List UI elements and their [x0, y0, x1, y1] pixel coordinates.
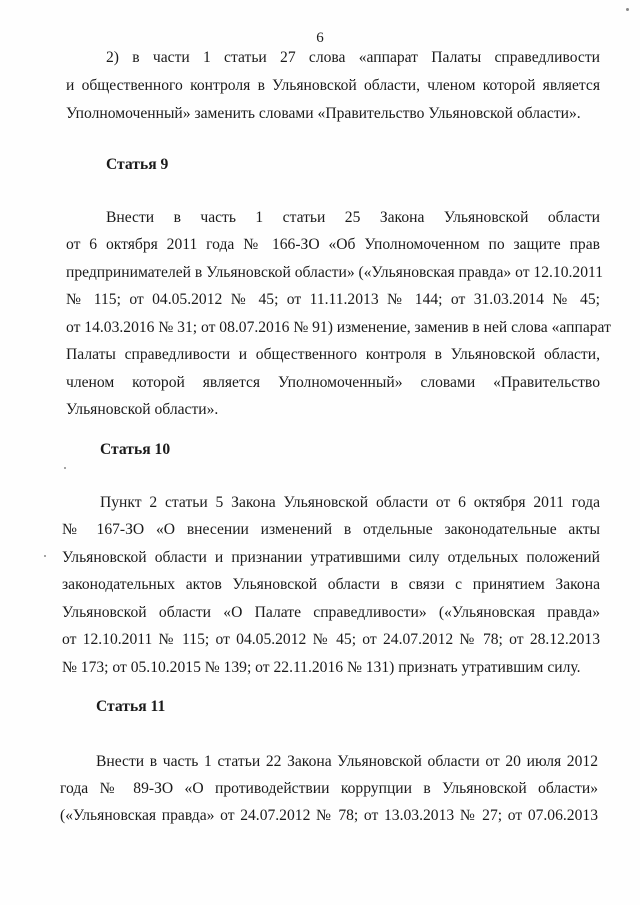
item2-line-1: 2) в части 1 статьи 27 слова «аппарат Палаты справедливости	[106, 49, 600, 66]
article-9-line-2: от 6 октября 2011 года № 166-ЗО «Об Уполномоченном по защите прав	[66, 236, 600, 253]
article-9-line-3: предпринимателей в Ульяновской области» («Ульяновская правда» от 12.10.2011	[66, 264, 604, 281]
article-11-line-2: года № 89-ЗО «О противодействии коррупции в Ульяновской области»	[60, 780, 598, 797]
article-9-line-7: членом которой является Уполномоченный» словами «Правительство	[66, 374, 600, 391]
article-10-line-4: законодательных актов Ульяновской области в связи с принятием Закона	[62, 576, 600, 593]
article-9-line-4: № 115; от 04.05.2012 № 45; от 11.11.2013 № 144; от 31.03.2014 № 45;	[66, 291, 600, 308]
article-11-line-1: Внести в часть 1 статьи 22 Закона Ульяновской области от 20 июля 2012	[96, 753, 598, 770]
item2-line-3: Уполномоченный» заменить словами «Правительство Ульяновской области».	[66, 105, 581, 122]
scan-speck	[626, 8, 629, 11]
article-10-line-5: Ульяновской области «О Палате справедливости» («Ульяновская правда»	[62, 604, 600, 621]
article-10-line-7: № 173; от 05.10.2015 № 139; от 22.11.2016 № 131) признать утратившим силу.	[62, 659, 581, 676]
page-number: 6	[316, 30, 324, 46]
article-10-heading: Статья 10	[100, 441, 171, 458]
article-10-line-3: Ульяновской области и признании утратившими силу отдельных положений	[62, 549, 600, 566]
item2-line-2: и общественного контроля в Ульяновской области, членом которой является	[66, 77, 600, 94]
article-10-line-1: Пункт 2 статьи 5 Закона Ульяновской области от 6 октября 2011 года	[100, 494, 600, 511]
article-9-line-6: Палаты справедливости и общественного контроля в Ульяновской области,	[66, 346, 600, 363]
article-11-heading: Статья 11	[96, 698, 166, 715]
article-9-line-1: Внести в часть 1 статьи 25 Закона Ульяновской области	[106, 209, 600, 226]
scan-speck	[44, 555, 46, 557]
article-10-line-2: № 167-ЗО «О внесении изменений в отдельные законодательные акты	[62, 521, 600, 538]
scan-speck	[64, 467, 66, 469]
article-9-line-5: от 14.03.2016 № 31; от 08.07.2016 № 91) изменение, заменив в ней слова «аппарат	[66, 319, 611, 336]
article-11-line-3: («Ульяновская правда» от 24.07.2012 № 78; от 13.03.2013 № 27; от 07.06.2013	[60, 807, 598, 824]
article-10-line-6: от 12.10.2011 № 115; от 04.05.2012 № 45; от 24.07.2012 № 78; от 28.12.2013	[62, 631, 600, 648]
article-9-heading: Статья 9	[106, 156, 169, 173]
article-9-line-8: Ульяновской области».	[66, 401, 219, 418]
